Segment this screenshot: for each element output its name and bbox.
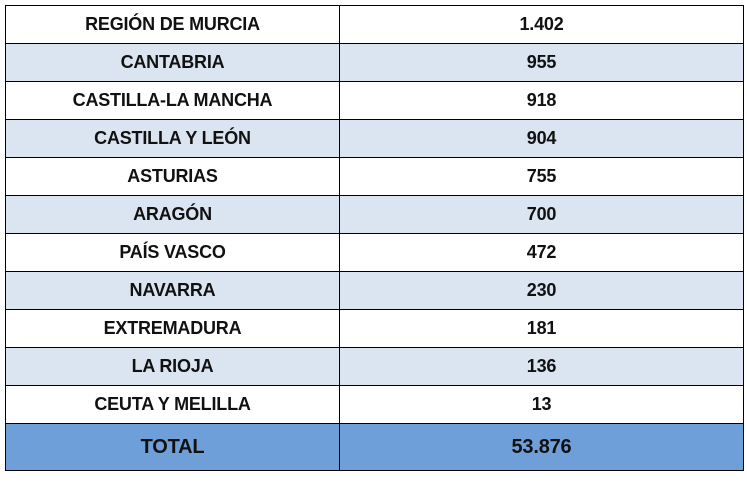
total-row [6, 424, 744, 471]
region-table-container [5, 5, 743, 471]
table-row [6, 44, 744, 82]
table-row [6, 196, 744, 234]
region-cell: PAÍS VASCO [6, 234, 340, 272]
value-cell: 230 [340, 272, 744, 310]
table-row [6, 6, 744, 44]
region-cell: LA RIOJA [6, 348, 340, 386]
table-row [6, 120, 744, 158]
value-cell: 1.402 [340, 6, 744, 44]
value-cell: 755 [340, 158, 744, 196]
table-row [6, 82, 744, 120]
value-cell: 918 [340, 82, 744, 120]
value-cell: 904 [340, 120, 744, 158]
value-cell: 136 [340, 348, 744, 386]
region-cell: CASTILLA Y LEÓN [6, 120, 340, 158]
region-table [5, 5, 744, 471]
value-cell: 472 [340, 234, 744, 272]
table-row [6, 310, 744, 348]
region-cell: ASTURIAS [6, 158, 340, 196]
region-cell: CANTABRIA [6, 44, 340, 82]
table-row [6, 158, 744, 196]
region-cell: ARAGÓN [6, 196, 340, 234]
table-row [6, 272, 744, 310]
value-cell: 181 [340, 310, 744, 348]
region-cell: CEUTA Y MELILLA [6, 386, 340, 424]
value-cell: 955 [340, 44, 744, 82]
total-label: TOTAL [6, 424, 340, 471]
region-cell: CASTILLA-LA MANCHA [6, 82, 340, 120]
region-cell: REGIÓN DE MURCIA [6, 6, 340, 44]
region-cell: NAVARRA [6, 272, 340, 310]
value-cell: 13 [340, 386, 744, 424]
table-row [6, 234, 744, 272]
table-row [6, 348, 744, 386]
total-value: 53.876 [340, 424, 744, 471]
region-cell: EXTREMADURA [6, 310, 340, 348]
value-cell: 700 [340, 196, 744, 234]
table-row [6, 386, 744, 424]
